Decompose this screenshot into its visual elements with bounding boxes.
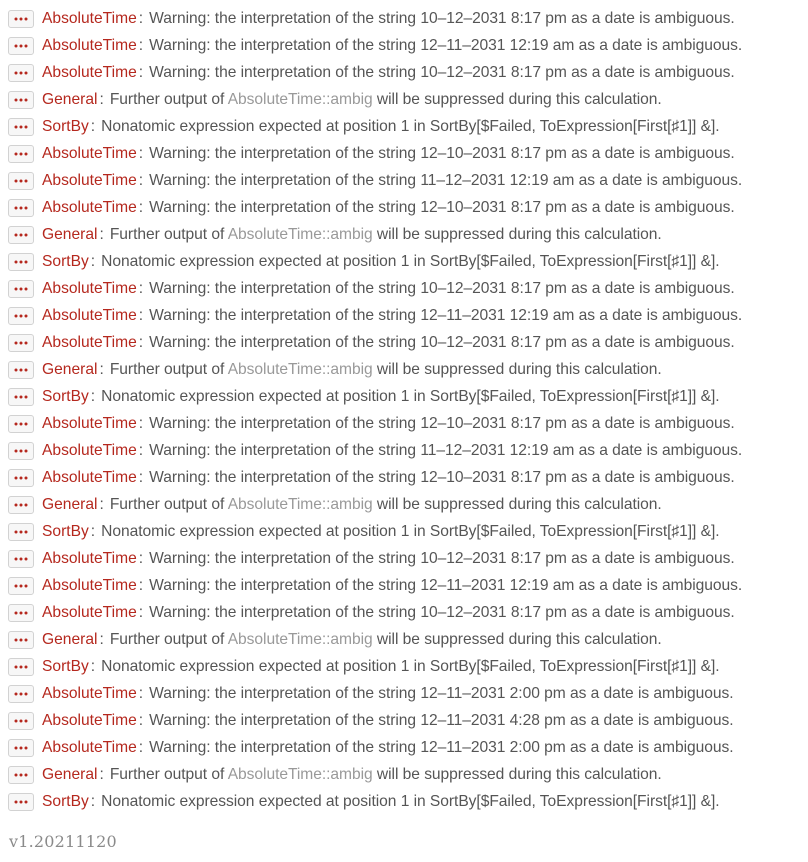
message-row-3 bbox=[8, 59, 806, 86]
message-row-27 bbox=[8, 707, 806, 734]
message-text bbox=[110, 496, 662, 514]
message-text-lead: Further output of bbox=[109, 90, 228, 108]
message-separator: : bbox=[138, 468, 144, 486]
message-symbol: SortBy bbox=[42, 657, 89, 675]
message-options-button[interactable] bbox=[8, 199, 34, 217]
message-row-9 bbox=[8, 221, 806, 248]
ellipsis-icon bbox=[14, 773, 28, 777]
message-options-button[interactable] bbox=[8, 253, 34, 271]
message-reference-link[interactable]: AbsoluteTime::ambig bbox=[227, 90, 373, 108]
message-text-lead: Further output of bbox=[109, 765, 228, 783]
message-text-tail: will be suppressed during this calculation. bbox=[372, 90, 662, 108]
message-text: Warning: the interpretation of the string 10–12–2031 8:17 pm as a date is ambiguous. bbox=[149, 549, 735, 567]
message-text-tail: will be suppressed during this calculation. bbox=[372, 360, 662, 378]
message-symbol: General bbox=[42, 225, 98, 243]
version-label: v1.20211120 bbox=[9, 832, 117, 851]
message-row-25 bbox=[8, 653, 806, 680]
ellipsis-icon bbox=[14, 800, 28, 804]
message-options-button[interactable] bbox=[8, 415, 34, 433]
message-symbol: AbsoluteTime bbox=[42, 441, 137, 459]
message-separator: : bbox=[138, 63, 144, 81]
message-symbol: AbsoluteTime bbox=[42, 36, 137, 54]
message-separator: : bbox=[99, 495, 104, 513]
message-options-button[interactable] bbox=[8, 496, 34, 514]
ellipsis-icon bbox=[14, 233, 28, 237]
message-list bbox=[8, 5, 806, 815]
message-text: Nonatomic expression expected at position 1 in SortBy[$Failed, ToExpression[First[♯1]] &]. bbox=[101, 792, 720, 810]
message-separator: : bbox=[138, 684, 144, 702]
message-separator: : bbox=[90, 657, 96, 675]
message-symbol: SortBy bbox=[42, 522, 89, 540]
message-text-lead: Further output of bbox=[109, 630, 228, 648]
message-row-19 bbox=[8, 491, 806, 518]
message-options-button[interactable] bbox=[8, 550, 34, 568]
message-options-button[interactable] bbox=[8, 226, 34, 244]
message-symbol: AbsoluteTime bbox=[42, 549, 137, 567]
ellipsis-icon bbox=[14, 503, 28, 507]
message-separator: : bbox=[138, 441, 144, 459]
message-separator: : bbox=[99, 360, 104, 378]
message-text bbox=[110, 226, 662, 244]
message-row-16 bbox=[8, 410, 806, 437]
message-text: Nonatomic expression expected at position 1 in SortBy[$Failed, ToExpression[First[♯1]] &]. bbox=[101, 522, 720, 540]
message-text: Warning: the interpretation of the string 11–12–2031 12:19 am as a date is ambiguous. bbox=[149, 441, 743, 459]
message-separator: : bbox=[138, 306, 144, 324]
message-text: Warning: the interpretation of the string 12–11–2031 4:28 pm as a date is ambiguous. bbox=[149, 711, 734, 729]
message-row-21 bbox=[8, 545, 806, 572]
message-symbol: AbsoluteTime bbox=[42, 279, 137, 297]
message-options-button[interactable] bbox=[8, 388, 34, 406]
message-options-button[interactable] bbox=[8, 739, 34, 757]
message-symbol: SortBy bbox=[42, 792, 89, 810]
message-row-15 bbox=[8, 383, 806, 410]
ellipsis-icon bbox=[14, 260, 28, 264]
ellipsis-icon bbox=[14, 422, 28, 426]
message-separator: : bbox=[138, 9, 144, 27]
message-text-tail: will be suppressed during this calculation. bbox=[372, 495, 662, 513]
message-row-13 bbox=[8, 329, 806, 356]
message-options-button[interactable] bbox=[8, 658, 34, 676]
message-separator: : bbox=[138, 414, 144, 432]
message-text: Warning: the interpretation of the string 10–12–2031 8:17 pm as a date is ambiguous. bbox=[149, 603, 735, 621]
ellipsis-icon bbox=[14, 341, 28, 345]
message-separator: : bbox=[99, 225, 104, 243]
message-text-tail: will be suppressed during this calculation. bbox=[372, 630, 662, 648]
ellipsis-icon bbox=[14, 125, 28, 129]
message-row-17 bbox=[8, 437, 806, 464]
message-symbol: AbsoluteTime bbox=[42, 576, 137, 594]
message-text: Warning: the interpretation of the string 12–10–2031 8:17 pm as a date is ambiguous. bbox=[149, 468, 735, 486]
message-reference-link[interactable]: AbsoluteTime::ambig bbox=[227, 360, 373, 378]
message-separator: : bbox=[138, 549, 144, 567]
message-separator: : bbox=[99, 630, 104, 648]
message-separator: : bbox=[138, 603, 144, 621]
message-options-button[interactable] bbox=[8, 361, 34, 379]
message-separator: : bbox=[90, 252, 96, 270]
message-text: Warning: the interpretation of the string 12–11–2031 12:19 am as a date is ambiguous. bbox=[149, 576, 743, 594]
ellipsis-icon bbox=[14, 719, 28, 723]
message-separator: : bbox=[90, 792, 96, 810]
message-options-button[interactable] bbox=[8, 793, 34, 811]
message-options-button[interactable] bbox=[8, 64, 34, 82]
message-options-button[interactable] bbox=[8, 442, 34, 460]
ellipsis-icon bbox=[14, 476, 28, 480]
message-row-5 bbox=[8, 113, 806, 140]
message-text: Warning: the interpretation of the string 12–10–2031 8:17 pm as a date is ambiguous. bbox=[149, 144, 735, 162]
message-options-button[interactable] bbox=[8, 91, 34, 109]
ellipsis-icon bbox=[14, 368, 28, 372]
message-separator: : bbox=[138, 333, 144, 351]
message-text: Warning: the interpretation of the string 10–12–2031 8:17 pm as a date is ambiguous. bbox=[149, 9, 735, 27]
message-reference-link[interactable]: AbsoluteTime::ambig bbox=[227, 765, 373, 783]
ellipsis-icon bbox=[14, 98, 28, 102]
message-row-7 bbox=[8, 167, 806, 194]
ellipsis-icon bbox=[14, 692, 28, 696]
message-text bbox=[110, 766, 662, 784]
message-symbol: General bbox=[42, 360, 98, 378]
message-symbol: AbsoluteTime bbox=[42, 306, 137, 324]
ellipsis-icon bbox=[14, 314, 28, 318]
ellipsis-icon bbox=[14, 557, 28, 561]
message-symbol: AbsoluteTime bbox=[42, 414, 137, 432]
message-options-button[interactable] bbox=[8, 37, 34, 55]
message-symbol: General bbox=[42, 630, 98, 648]
ellipsis-icon bbox=[14, 206, 28, 210]
ellipsis-icon bbox=[14, 449, 28, 453]
message-options-button[interactable] bbox=[8, 712, 34, 730]
message-row-6 bbox=[8, 140, 806, 167]
message-symbol: SortBy bbox=[42, 117, 89, 135]
ellipsis-icon bbox=[14, 611, 28, 615]
message-separator: : bbox=[138, 36, 144, 54]
message-text-tail: will be suppressed during this calculation. bbox=[372, 225, 662, 243]
message-symbol: AbsoluteTime bbox=[42, 63, 137, 81]
message-symbol: AbsoluteTime bbox=[42, 738, 137, 756]
message-separator: : bbox=[138, 711, 144, 729]
ellipsis-icon bbox=[14, 71, 28, 75]
message-text: Warning: the interpretation of the string 11–12–2031 12:19 am as a date is ambiguous. bbox=[149, 171, 743, 189]
message-text: Nonatomic expression expected at position 1 in SortBy[$Failed, ToExpression[First[♯1]] &]. bbox=[101, 387, 720, 405]
message-row-24 bbox=[8, 626, 806, 653]
message-symbol: AbsoluteTime bbox=[42, 198, 137, 216]
message-options-button[interactable] bbox=[8, 577, 34, 595]
message-text: Warning: the interpretation of the string 12–10–2031 8:17 pm as a date is ambiguous. bbox=[149, 198, 735, 216]
message-row-12 bbox=[8, 302, 806, 329]
message-text: Warning: the interpretation of the string 12–10–2031 8:17 pm as a date is ambiguous. bbox=[149, 414, 735, 432]
message-separator: : bbox=[138, 279, 144, 297]
message-row-8 bbox=[8, 194, 806, 221]
ellipsis-icon bbox=[14, 152, 28, 156]
message-options-button[interactable] bbox=[8, 766, 34, 784]
message-options-button[interactable] bbox=[8, 145, 34, 163]
message-text: Warning: the interpretation of the string 12–11–2031 12:19 am as a date is ambiguous. bbox=[149, 306, 743, 324]
message-symbol: General bbox=[42, 765, 98, 783]
message-symbol: AbsoluteTime bbox=[42, 684, 137, 702]
message-symbol: General bbox=[42, 495, 98, 513]
message-separator: : bbox=[138, 198, 144, 216]
message-separator: : bbox=[138, 144, 144, 162]
message-options-button[interactable] bbox=[8, 307, 34, 325]
message-row-30 bbox=[8, 788, 806, 815]
message-options-button[interactable] bbox=[8, 172, 34, 190]
message-text bbox=[110, 631, 662, 649]
message-text bbox=[110, 91, 662, 109]
message-text: Warning: the interpretation of the string 10–12–2031 8:17 pm as a date is ambiguous. bbox=[149, 63, 735, 81]
message-text: Warning: the interpretation of the string 10–12–2031 8:17 pm as a date is ambiguous. bbox=[149, 279, 735, 297]
message-options-button[interactable] bbox=[8, 523, 34, 541]
message-reference-link[interactable]: AbsoluteTime::ambig bbox=[227, 630, 373, 648]
message-row-11 bbox=[8, 275, 806, 302]
message-symbol: AbsoluteTime bbox=[42, 9, 137, 27]
message-separator: : bbox=[138, 171, 144, 189]
message-separator: : bbox=[138, 576, 144, 594]
message-separator: : bbox=[90, 117, 96, 135]
message-text: Nonatomic expression expected at position 1 in SortBy[$Failed, ToExpression[First[♯1]] &]. bbox=[101, 657, 720, 675]
message-separator: : bbox=[99, 90, 104, 108]
message-symbol: AbsoluteTime bbox=[42, 711, 137, 729]
message-options-button[interactable] bbox=[8, 469, 34, 487]
message-text: Warning: the interpretation of the string 12–11–2031 2:00 pm as a date is ambiguous. bbox=[149, 684, 734, 702]
message-symbol: AbsoluteTime bbox=[42, 468, 137, 486]
message-text: Nonatomic expression expected at position 1 in SortBy[$Failed, ToExpression[First[♯1]] &]. bbox=[101, 252, 720, 270]
message-symbol: AbsoluteTime bbox=[42, 144, 137, 162]
message-text-lead: Further output of bbox=[109, 495, 228, 513]
message-row-26 bbox=[8, 680, 806, 707]
message-options-button[interactable] bbox=[8, 280, 34, 298]
ellipsis-icon bbox=[14, 665, 28, 669]
message-symbol: AbsoluteTime bbox=[42, 333, 137, 351]
ellipsis-icon bbox=[14, 638, 28, 642]
message-row-10 bbox=[8, 248, 806, 275]
message-text: Nonatomic expression expected at position 1 in SortBy[$Failed, ToExpression[First[♯1]] &]. bbox=[101, 117, 720, 135]
message-text: Warning: the interpretation of the string 12–11–2031 12:19 am as a date is ambiguous. bbox=[149, 36, 743, 54]
message-symbol: General bbox=[42, 90, 98, 108]
ellipsis-icon bbox=[14, 395, 28, 399]
message-separator: : bbox=[90, 387, 96, 405]
message-reference-link[interactable]: AbsoluteTime::ambig bbox=[227, 225, 373, 243]
message-options-button[interactable] bbox=[8, 10, 34, 28]
ellipsis-icon bbox=[14, 179, 28, 183]
message-row-1 bbox=[8, 5, 806, 32]
message-text-lead: Further output of bbox=[109, 360, 228, 378]
message-row-28 bbox=[8, 734, 806, 761]
message-row-20 bbox=[8, 518, 806, 545]
message-separator: : bbox=[99, 765, 104, 783]
message-row-4 bbox=[8, 86, 806, 113]
message-row-14 bbox=[8, 356, 806, 383]
message-symbol: SortBy bbox=[42, 387, 89, 405]
ellipsis-icon bbox=[14, 44, 28, 48]
message-symbol: SortBy bbox=[42, 252, 89, 270]
message-options-button[interactable] bbox=[8, 334, 34, 352]
message-row-22 bbox=[8, 572, 806, 599]
ellipsis-icon bbox=[14, 530, 28, 534]
message-options-button[interactable] bbox=[8, 685, 34, 703]
message-symbol: AbsoluteTime bbox=[42, 171, 137, 189]
ellipsis-icon bbox=[14, 746, 28, 750]
ellipsis-icon bbox=[14, 17, 28, 21]
message-text: Warning: the interpretation of the string 10–12–2031 8:17 pm as a date is ambiguous. bbox=[149, 333, 735, 351]
message-row-23 bbox=[8, 599, 806, 626]
message-options-button[interactable] bbox=[8, 118, 34, 136]
message-text bbox=[110, 361, 662, 379]
message-reference-link[interactable]: AbsoluteTime::ambig bbox=[227, 495, 373, 513]
message-text: Warning: the interpretation of the string 12–11–2031 2:00 pm as a date is ambiguous. bbox=[149, 738, 734, 756]
message-separator: : bbox=[90, 522, 96, 540]
message-row-2 bbox=[8, 32, 806, 59]
message-symbol: AbsoluteTime bbox=[42, 603, 137, 621]
message-row-29 bbox=[8, 761, 806, 788]
message-text-lead: Further output of bbox=[109, 225, 228, 243]
message-options-button[interactable] bbox=[8, 631, 34, 649]
message-separator: : bbox=[138, 738, 144, 756]
message-row-18 bbox=[8, 464, 806, 491]
ellipsis-icon bbox=[14, 287, 28, 291]
ellipsis-icon bbox=[14, 584, 28, 588]
message-text-tail: will be suppressed during this calculation. bbox=[372, 765, 662, 783]
message-options-button[interactable] bbox=[8, 604, 34, 622]
